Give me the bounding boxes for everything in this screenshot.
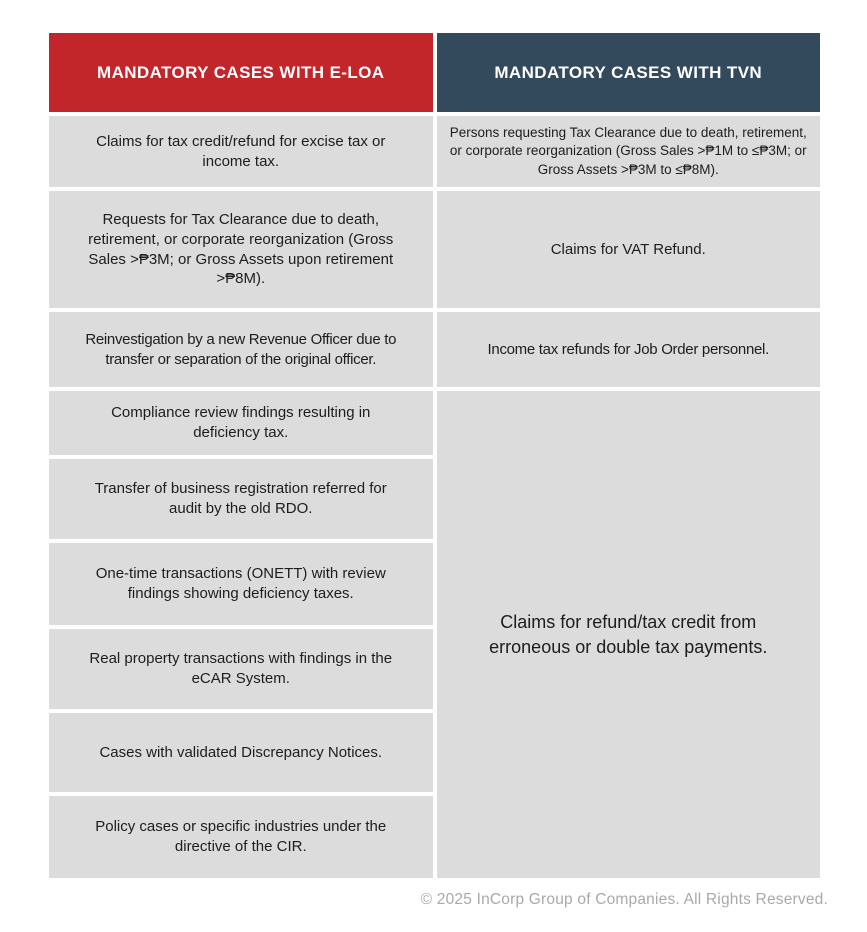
tvn-row-job-order-refunds: Income tax refunds for Job Order personnel. — [437, 312, 821, 387]
eloa-row-discrepancy-notices: Cases with validated Discrepancy Notices. — [49, 713, 433, 792]
tvn-row-tax-clearance: Persons requesting Tax Clearance due to death, retirement, or corporate reorganization (Gross Sales >₱1M to ≤₱3M; or Gross Assets >₱3M to ≤₱8M). — [437, 116, 821, 187]
tvn-row-erroneous-payments: Claims for refund/tax credit from erroneous or double tax payments. — [437, 391, 821, 878]
eloa-row-transfer-registration: Transfer of business registration referred for audit by the old RDO. — [49, 459, 433, 539]
eloa-row-reinvestigation: Reinvestigation by a new Revenue Officer due to transfer or separation of the original officer. — [49, 312, 433, 387]
tvn-column-header: MANDATORY CASES WITH TVN — [437, 33, 821, 112]
eloa-row-compliance-review: Compliance review findings resulting in deficiency tax. — [49, 391, 433, 455]
eloa-row-tax-credit-refund: Claims for tax credit/refund for excise tax or income tax. — [49, 116, 433, 187]
eloa-row-onett: One-time transactions (ONETT) with review findings showing deficiency taxes. — [49, 543, 433, 625]
eloa-row-tax-clearance: Requests for Tax Clearance due to death, retirement, or corporate reorganization (Gross Sales >₱3M; or Gross Assets upon retirement >₱8M). — [49, 191, 433, 308]
comparison-table — [49, 33, 820, 878]
copyright-text: © 2025 InCorp Group of Companies. All Rights Reserved. — [420, 891, 828, 908]
tvn-row-vat-refund: Claims for VAT Refund. — [437, 191, 821, 308]
eloa-column — [49, 33, 433, 878]
eloa-row-policy-cases: Policy cases or specific industries under the directive of the CIR. — [49, 796, 433, 878]
eloa-row-real-property: Real property transactions with findings in the eCAR System. — [49, 629, 433, 709]
eloa-column-header: MANDATORY CASES WITH E-LOA — [49, 33, 433, 112]
tvn-column — [437, 33, 821, 878]
